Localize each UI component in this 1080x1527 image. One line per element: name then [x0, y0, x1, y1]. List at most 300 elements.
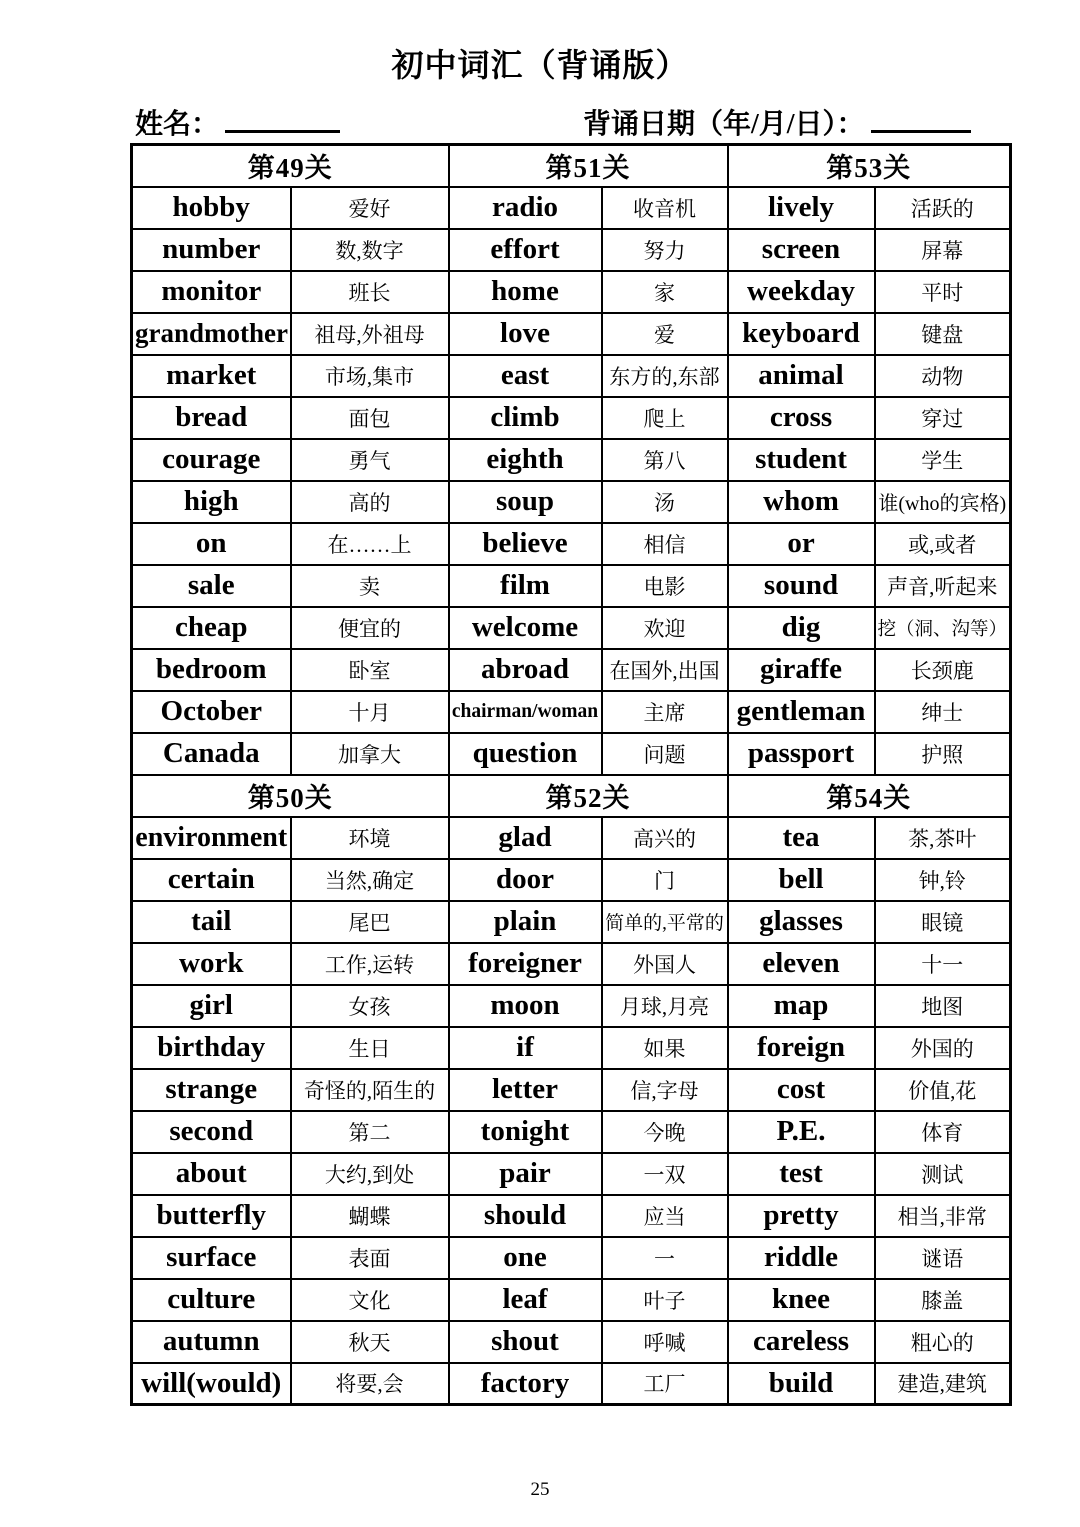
- chinese-meaning-cell: [602, 691, 728, 733]
- english-word: hobby: [172, 191, 250, 223]
- chinese-meaning: 动物: [921, 364, 964, 389]
- english-word: climb: [490, 401, 560, 433]
- chinese-meaning: 第八: [643, 448, 686, 473]
- chinese-meaning-cell: [291, 607, 449, 649]
- english-word-cell: [132, 943, 291, 985]
- english-word-cell: [728, 355, 875, 397]
- english-word: environment: [135, 821, 288, 853]
- vocab-row: [132, 355, 1011, 397]
- english-word-cell: [132, 313, 291, 355]
- english-word: door: [496, 863, 554, 895]
- english-word-cell: [728, 523, 875, 565]
- chinese-meaning: 建造,建筑: [897, 1372, 987, 1397]
- chinese-meaning: 如果: [643, 1036, 686, 1061]
- chinese-meaning: 祖母,外祖母: [314, 322, 425, 347]
- chinese-meaning: 东方的,东部: [609, 364, 720, 389]
- chinese-meaning: 便宜的: [338, 616, 401, 641]
- chinese-meaning-cell: [291, 1111, 449, 1153]
- chinese-meaning: 大约,到处: [324, 1162, 415, 1187]
- english-word: student: [755, 443, 847, 475]
- chinese-meaning: 眼镜: [921, 910, 964, 935]
- english-word: bell: [778, 863, 824, 895]
- english-word: plain: [493, 905, 557, 937]
- vocab-row: [132, 1111, 1011, 1153]
- chinese-meaning: 卧室: [348, 658, 391, 683]
- chinese-meaning: 测试: [921, 1162, 964, 1187]
- chinese-meaning: 欢迎: [643, 616, 686, 641]
- english-word-cell: [449, 481, 602, 523]
- chinese-meaning-cell: [602, 1111, 728, 1153]
- english-word: Canada: [162, 737, 260, 769]
- chinese-meaning-cell: [602, 271, 728, 313]
- english-word: high: [183, 485, 239, 517]
- english-word-cell: [728, 187, 875, 229]
- english-word-cell: [728, 1279, 875, 1321]
- english-word: foreign: [756, 1031, 846, 1063]
- chinese-meaning-cell: [291, 313, 449, 355]
- english-word-cell: [449, 943, 602, 985]
- english-word-cell: [728, 733, 875, 775]
- english-word: sale: [187, 569, 235, 601]
- chinese-meaning: 班长: [348, 280, 391, 305]
- date-field-group: [583, 102, 971, 142]
- chinese-meaning: 努力: [643, 238, 686, 263]
- english-word: October: [160, 695, 262, 727]
- english-word: bread: [175, 401, 248, 433]
- chinese-meaning-cell: [875, 271, 1011, 313]
- english-word: welcome: [471, 611, 579, 643]
- english-word: certain: [167, 863, 255, 895]
- english-word: foreigner: [468, 947, 582, 979]
- chinese-meaning: 在国外,出国: [609, 658, 720, 683]
- chinese-meaning: 秋天: [348, 1330, 391, 1355]
- vocab-row: [132, 1069, 1011, 1111]
- english-word-cell: [449, 901, 602, 943]
- chinese-meaning: 高的: [348, 490, 391, 515]
- english-word-cell: [132, 1153, 291, 1195]
- english-word-cell: [728, 1363, 875, 1405]
- chinese-meaning: 女孩: [348, 994, 391, 1019]
- chinese-meaning-cell: [291, 691, 449, 733]
- english-word-cell: [449, 187, 602, 229]
- english-word-cell: [132, 901, 291, 943]
- english-word: sound: [763, 569, 839, 601]
- chinese-meaning-cell: [875, 1279, 1011, 1321]
- chinese-meaning-cell: [875, 1027, 1011, 1069]
- english-word-cell: [728, 565, 875, 607]
- chinese-meaning: 爱: [654, 322, 675, 347]
- english-word-cell: [449, 817, 602, 859]
- english-word: courage: [162, 443, 261, 475]
- chinese-meaning-cell: [291, 733, 449, 775]
- chinese-meaning-cell: [291, 649, 449, 691]
- vocab-row: [132, 187, 1011, 229]
- vocab-row: [132, 733, 1011, 775]
- chinese-meaning-cell: [291, 1153, 449, 1195]
- date-label: 背诵日期（年/月/日）：: [583, 109, 865, 140]
- chinese-meaning: 爬上: [643, 406, 686, 431]
- chinese-meaning-cell: [875, 1069, 1011, 1111]
- english-word-cell: [449, 1069, 602, 1111]
- chinese-meaning-cell: [875, 313, 1011, 355]
- chinese-meaning: 汤: [654, 490, 675, 515]
- english-word-cell: [449, 565, 602, 607]
- section-header: 第53关: [728, 145, 1011, 187]
- english-word: pair: [499, 1157, 551, 1189]
- english-word: strange: [165, 1073, 258, 1105]
- english-word-cell: [449, 985, 602, 1027]
- english-word: on: [195, 527, 227, 559]
- english-word-cell: [728, 901, 875, 943]
- english-word-cell: [449, 355, 602, 397]
- chinese-meaning-cell: [875, 1321, 1011, 1363]
- english-word-cell: [132, 733, 291, 775]
- vocab-row: [132, 313, 1011, 355]
- english-word: letter: [492, 1073, 558, 1105]
- english-word-cell: [728, 859, 875, 901]
- english-word: tea: [782, 821, 820, 853]
- chinese-meaning: 工作,运转: [324, 952, 415, 977]
- chinese-meaning-cell: [875, 901, 1011, 943]
- english-word: gentleman: [736, 695, 866, 727]
- chinese-meaning: 一双: [643, 1162, 686, 1187]
- chinese-meaning-cell: [875, 1153, 1011, 1195]
- english-word-cell: [728, 691, 875, 733]
- vocab-row: [132, 1027, 1011, 1069]
- chinese-meaning: 环境: [348, 826, 391, 851]
- name-label: 姓名：: [135, 109, 220, 140]
- english-word-cell: [449, 1363, 602, 1405]
- english-word-cell: [132, 985, 291, 1027]
- chinese-meaning-cell: [602, 397, 728, 439]
- english-word: knee: [772, 1283, 830, 1315]
- chinese-meaning-cell: [291, 859, 449, 901]
- english-word-cell: [132, 229, 291, 271]
- vocab-row: [132, 1237, 1011, 1279]
- english-word-cell: [132, 1237, 291, 1279]
- english-word: bedroom: [155, 653, 267, 685]
- chinese-meaning-cell: [602, 985, 728, 1027]
- chinese-meaning-cell: [291, 439, 449, 481]
- chinese-meaning: 蝴蝶: [348, 1204, 391, 1229]
- chinese-meaning: 绅士: [921, 700, 964, 725]
- chinese-meaning: 简单的,平常的: [605, 913, 724, 934]
- english-word: P.E.: [776, 1115, 826, 1147]
- chinese-meaning-cell: [602, 607, 728, 649]
- english-word-cell: [132, 187, 291, 229]
- chinese-meaning-cell: [602, 1153, 728, 1195]
- english-word: leaf: [502, 1283, 548, 1315]
- chinese-meaning: 屏幕: [921, 238, 964, 263]
- english-word: shout: [491, 1325, 559, 1357]
- chinese-meaning-cell: [291, 1321, 449, 1363]
- chinese-meaning-cell: [602, 439, 728, 481]
- english-word-cell: [728, 481, 875, 523]
- english-word: autumn: [162, 1325, 260, 1357]
- english-word-cell: [728, 439, 875, 481]
- chinese-meaning-cell: [602, 565, 728, 607]
- chinese-meaning: 谁(who的宾格): [878, 493, 1007, 515]
- english-word: monitor: [161, 275, 262, 307]
- vocab-row: [132, 943, 1011, 985]
- section-header: 第52关: [449, 775, 728, 817]
- chinese-meaning: 家: [654, 280, 675, 305]
- vocab-row: [132, 817, 1011, 859]
- chinese-meaning-cell: [291, 271, 449, 313]
- chinese-meaning-cell: [875, 229, 1011, 271]
- english-word: about: [175, 1157, 247, 1189]
- english-word: number: [162, 233, 261, 265]
- english-word-cell: [449, 691, 602, 733]
- chinese-meaning: 当然,确定: [324, 868, 415, 893]
- chinese-meaning: 膝盖: [921, 1288, 964, 1313]
- chinese-meaning-cell: [602, 523, 728, 565]
- chinese-meaning: 主席: [643, 700, 686, 725]
- english-word-cell: [132, 859, 291, 901]
- chinese-meaning-cell: [875, 523, 1011, 565]
- english-word-cell: [449, 523, 602, 565]
- section-header: 第50关: [132, 775, 449, 817]
- chinese-meaning-cell: [875, 691, 1011, 733]
- english-word-cell: [449, 229, 602, 271]
- chinese-meaning: 加拿大: [338, 742, 401, 767]
- chinese-meaning-cell: [291, 187, 449, 229]
- chinese-meaning-cell: [291, 1237, 449, 1279]
- english-word: riddle: [763, 1241, 839, 1273]
- english-word: chairman/woman: [451, 700, 599, 722]
- english-word: abroad: [480, 653, 570, 685]
- english-word-cell: [132, 439, 291, 481]
- chinese-meaning-cell: [875, 985, 1011, 1027]
- chinese-meaning-cell: [602, 1279, 728, 1321]
- english-word: soup: [495, 485, 555, 517]
- page-number: 25: [530, 1479, 550, 1500]
- english-word-cell: [449, 271, 602, 313]
- english-word-cell: [449, 1111, 602, 1153]
- english-word-cell: [728, 607, 875, 649]
- english-word: cost: [776, 1073, 826, 1105]
- english-word-cell: [132, 691, 291, 733]
- english-word: weekday: [747, 275, 855, 307]
- english-word: east: [500, 359, 550, 391]
- chinese-meaning-cell: [602, 1027, 728, 1069]
- english-word-cell: [728, 271, 875, 313]
- chinese-meaning: 叶子: [643, 1288, 686, 1313]
- english-word-cell: [728, 1195, 875, 1237]
- english-word: market: [166, 359, 257, 391]
- chinese-meaning-cell: [602, 649, 728, 691]
- english-word: culture: [167, 1283, 256, 1315]
- vocab-row: [132, 607, 1011, 649]
- section-header-row: [132, 775, 1011, 817]
- english-word-cell: [728, 943, 875, 985]
- english-word-cell: [132, 523, 291, 565]
- chinese-meaning-cell: [875, 1111, 1011, 1153]
- english-word-cell: [132, 1321, 291, 1363]
- english-word: grandmother: [135, 318, 288, 348]
- chinese-meaning: 将要,会: [335, 1372, 404, 1397]
- chinese-meaning-cell: [602, 943, 728, 985]
- english-word-cell: [132, 1111, 291, 1153]
- chinese-meaning-cell: [291, 481, 449, 523]
- chinese-meaning-cell: [602, 733, 728, 775]
- chinese-meaning: 一: [654, 1246, 675, 1271]
- chinese-meaning-cell: [602, 313, 728, 355]
- vocab-row: [132, 397, 1011, 439]
- chinese-meaning: 体育: [921, 1120, 964, 1145]
- chinese-meaning-cell: [291, 1027, 449, 1069]
- page-title: 初中词汇（背诵版）: [391, 47, 689, 83]
- chinese-meaning-cell: [875, 1363, 1011, 1405]
- vocab-row: [132, 229, 1011, 271]
- english-word: keyboard: [742, 317, 860, 349]
- english-word-cell: [728, 313, 875, 355]
- chinese-meaning: 或,或者: [908, 532, 977, 557]
- chinese-meaning-cell: [875, 397, 1011, 439]
- chinese-meaning-cell: [291, 523, 449, 565]
- english-word: factory: [480, 1366, 570, 1399]
- english-word: eighth: [486, 443, 564, 475]
- english-word-cell: [449, 439, 602, 481]
- chinese-meaning: 活跃的: [910, 196, 974, 221]
- english-word: home: [491, 275, 559, 307]
- chinese-meaning: 市场,集市: [324, 364, 415, 389]
- vocab-row: [132, 691, 1011, 733]
- chinese-meaning-cell: [875, 481, 1011, 523]
- english-word-cell: [728, 649, 875, 691]
- section-header: 第49关: [132, 145, 449, 187]
- chinese-meaning: 穿过: [921, 406, 964, 431]
- english-word: second: [169, 1115, 254, 1147]
- chinese-meaning: 问题: [643, 742, 686, 767]
- chinese-meaning-cell: [291, 1195, 449, 1237]
- chinese-meaning: 奇怪的,陌生的: [303, 1078, 436, 1103]
- vocab-table-body: [132, 145, 1011, 1405]
- chinese-meaning-cell: [875, 859, 1011, 901]
- chinese-meaning-cell: [875, 355, 1011, 397]
- vocab-row: [132, 901, 1011, 943]
- chinese-meaning: 钟,铃: [918, 868, 966, 893]
- chinese-meaning: 长颈鹿: [910, 658, 974, 683]
- chinese-meaning: 平时: [921, 280, 964, 305]
- english-word-cell: [132, 397, 291, 439]
- meta-line: [0, 102, 1080, 142]
- chinese-meaning-cell: [291, 397, 449, 439]
- chinese-meaning: 高兴的: [633, 826, 696, 851]
- english-word: believe: [482, 527, 568, 559]
- vocab-row: [132, 1279, 1011, 1321]
- english-word-cell: [449, 313, 602, 355]
- name-field-group: [135, 102, 340, 142]
- english-word: build: [768, 1366, 834, 1399]
- english-word: if: [516, 1031, 534, 1063]
- english-word-cell: [728, 229, 875, 271]
- english-word-cell: [449, 1027, 602, 1069]
- english-word: birthday: [157, 1031, 266, 1063]
- english-word-cell: [132, 565, 291, 607]
- chinese-meaning-cell: [602, 817, 728, 859]
- english-word: screen: [761, 233, 841, 265]
- chinese-meaning-cell: [291, 901, 449, 943]
- english-word: cheap: [175, 611, 248, 643]
- chinese-meaning-cell: [291, 1363, 449, 1405]
- english-word: glasses: [759, 905, 843, 937]
- chinese-meaning: 呼喊: [643, 1330, 686, 1355]
- vocab-row: [132, 859, 1011, 901]
- english-word: will(would): [141, 1366, 282, 1399]
- chinese-meaning: 地图: [921, 994, 964, 1019]
- chinese-meaning-cell: [602, 481, 728, 523]
- vocab-row: [132, 271, 1011, 313]
- english-word-cell: [449, 1237, 602, 1279]
- chinese-meaning-cell: [875, 943, 1011, 985]
- vocab-row: [132, 649, 1011, 691]
- english-word: cross: [769, 401, 833, 433]
- english-word: butterfly: [156, 1199, 267, 1231]
- chinese-meaning-cell: [291, 1069, 449, 1111]
- english-word: glad: [498, 821, 552, 853]
- english-word-cell: [132, 1027, 291, 1069]
- chinese-meaning: 爱好: [348, 196, 391, 221]
- english-word: or: [787, 527, 815, 559]
- chinese-meaning-cell: [291, 943, 449, 985]
- chinese-meaning-cell: [875, 565, 1011, 607]
- english-word: dig: [781, 611, 821, 643]
- vocab-row: [132, 439, 1011, 481]
- vocab-row: [132, 985, 1011, 1027]
- section-header: 第54关: [728, 775, 1011, 817]
- english-word: passport: [747, 737, 855, 769]
- english-word: lively: [767, 191, 835, 223]
- vocab-row: [132, 481, 1011, 523]
- english-word-cell: [728, 1321, 875, 1363]
- english-word: tonight: [480, 1115, 570, 1147]
- english-word-cell: [449, 733, 602, 775]
- english-word: film: [500, 569, 550, 601]
- chinese-meaning: 勇气: [348, 448, 391, 473]
- chinese-meaning: 十一: [921, 952, 964, 977]
- english-word-cell: [449, 1195, 602, 1237]
- chinese-meaning: 相信: [643, 532, 686, 557]
- english-word-cell: [449, 859, 602, 901]
- chinese-meaning: 第二: [348, 1120, 391, 1145]
- english-word-cell: [728, 1069, 875, 1111]
- chinese-meaning-cell: [875, 733, 1011, 775]
- english-word: one: [503, 1241, 547, 1273]
- english-word: map: [773, 989, 829, 1021]
- chinese-meaning: 粗心的: [910, 1330, 974, 1355]
- chinese-meaning: 十月: [348, 700, 391, 725]
- vocab-row: [132, 565, 1011, 607]
- english-word: eleven: [762, 947, 840, 979]
- english-word-cell: [132, 271, 291, 313]
- chinese-meaning: 外国的: [910, 1036, 974, 1061]
- chinese-meaning-cell: [291, 817, 449, 859]
- english-word-cell: [728, 1027, 875, 1069]
- section-header: 第51关: [449, 145, 728, 187]
- english-word: effort: [490, 233, 560, 265]
- chinese-meaning: 相当,非常: [897, 1204, 987, 1229]
- chinese-meaning: 茶,茶叶: [908, 826, 977, 851]
- english-word-cell: [728, 985, 875, 1027]
- chinese-meaning-cell: [602, 229, 728, 271]
- english-word-cell: [132, 1195, 291, 1237]
- chinese-meaning-cell: [875, 439, 1011, 481]
- chinese-meaning-cell: [602, 1195, 728, 1237]
- english-word-cell: [449, 1279, 602, 1321]
- english-word-cell: [132, 481, 291, 523]
- english-word: work: [179, 947, 244, 979]
